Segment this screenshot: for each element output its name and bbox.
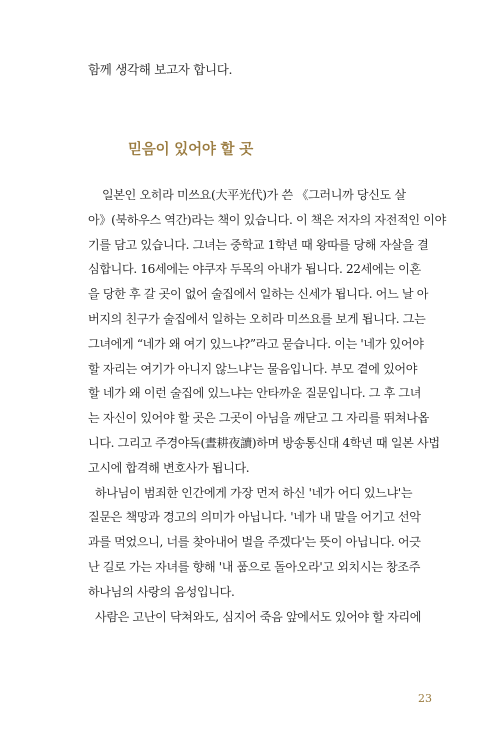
body-line: 난 길로 가는 자녀를 향해 '내 품으로 돌아오라'고 외치시는 창조주	[88, 559, 421, 574]
body-line: 니다. 그리고 주경야독(晝耕夜讀)하며 방송통신대 4학년 때 일본 사법	[88, 435, 440, 450]
body-line: 는 자신이 있어야 할 곳은 그곳이 아님을 깨닫고 그 자리를 뛰쳐나옵	[88, 411, 429, 426]
body-line: 그녀에게 “네가 왜 여기 있느냐?”라고 묻습니다. 이는 '네가 있어야	[88, 336, 424, 351]
body-line: 하나님이 범죄한 인간에게 가장 먼저 하신 '네가 어디 있느냐'는	[88, 485, 413, 500]
body-line: 을 당한 후 갈 곳이 없어 술집에서 일하는 신세가 됩니다. 어느 날 아	[88, 287, 429, 302]
body-line: 아》(북하우스 역간)라는 책이 있습니다. 이 책은 저자의 자전적인 이야	[88, 212, 446, 227]
body-line: 버지의 친구가 술집에서 일하는 오히라 미쓰요를 보게 됩니다. 그는	[88, 311, 426, 326]
body-line: 심합니다. 16세에는 야쿠자 두목의 아내가 됩니다. 22세에는 이혼	[88, 262, 421, 277]
body-line: 기를 담고 있습니다. 그녀는 중학교 1학년 때 왕따를 당해 자살을 결	[88, 237, 429, 252]
body-line: 일본인 오히라 미쓰요(大平光代)가 쓴 《그러니까 당신도 살	[88, 188, 406, 202]
body-line: 사람은 고난이 닥쳐와도, 심지어 죽음 앞에서도 있어야 할 자리에	[88, 609, 422, 624]
page-number: 23	[418, 692, 432, 705]
body-line: 할 자리는 여기가 아니지 않느냐'는 물음입니다. 부모 곁에 있어야	[88, 361, 418, 376]
body-line: 질문은 책망과 경고의 의미가 아닙니다. '네가 내 말을 어기고 선악	[88, 510, 421, 525]
body-line: 하나님의 사랑의 음성입니다.	[88, 584, 235, 599]
body-line: 과를 먹었으니, 너를 찾아내어 벌을 주겠다'는 뜻이 아닙니다. 어긋	[88, 535, 421, 550]
body-text	[88, 183, 446, 629]
section-heading: 믿음이 있어야 할 곳	[128, 142, 253, 158]
body-line: 할 네가 왜 이런 술집에 있느냐는 안타까운 질문입니다. 그 후 그녀	[88, 386, 422, 401]
body-line: 고시에 합격해 변호사가 됩니다.	[88, 460, 250, 475]
continuation-line: 함께 생각해 보고자 합니다.	[88, 62, 233, 77]
